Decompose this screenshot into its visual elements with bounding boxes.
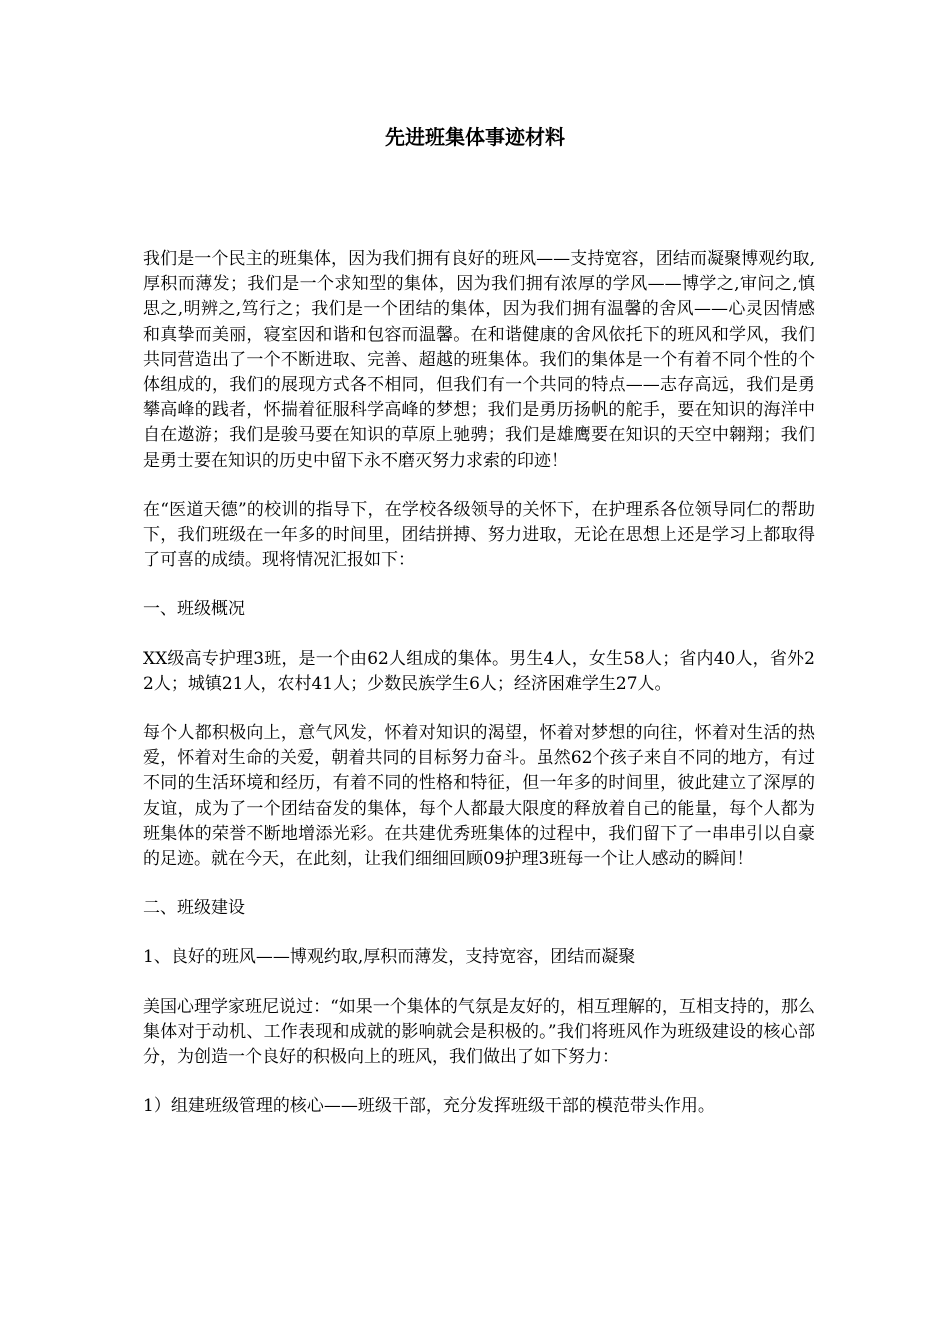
paragraph-guidance: 在“医道天德”的校训的指导下，在学校各级领导的关怀下，在护理系各位领导同仁的帮助下，我们班级在一年多的时间里，团结拼搏、努力进取，无论在思想上还是学习上都取得了可喜的成绩。现将情况汇报如下： <box>143 499 815 571</box>
section-heading-overview: 一、班级概况 <box>143 599 245 620</box>
subheading-class-style: 1、良好的班风——博观约取,厚积而薄发，支持宽容，团结而凝聚 <box>143 947 636 968</box>
section-heading-construction: 二、班级建设 <box>143 898 245 919</box>
document-body <box>143 247 815 1143</box>
paragraph-class-spirit: 每个人都积极向上，意气风发，怀着对知识的渴望，怀着对梦想的向往，怀着对生活的热爱，怀着对生命的关爱，朝着共同的目标努力奋斗。虽然62个孩子来自不同的地方，有过不同的生活环境和经历，有着不同的性格和特征，但一年多的时间里，彼此建立了深厚的友谊，成为了一个团结奋发的集体，每个人都最大限度的释放着自己的能量，每个人都为班集体的荣誉不断地增添光彩。在共建优秀班集体的过程中，我们留下了一串串引以自豪的足迹。就在今天，在此刻，让我们细细回顾09护理3班每一个让人感动的瞬间！ <box>143 723 815 870</box>
list-item-class-cadres: 1）组建班级管理的核心——班级干部，充分发挥班级干部的模范带头作用。 <box>143 1096 715 1117</box>
document-title: 先进班集体事迹材料 <box>385 125 565 149</box>
paragraph-psychologist-quote: 美国心理学家班尼说过：“如果一个集体的气氛是友好的，相互理解的，互相支持的，那么集体对于动机、工作表现和成就的影响就会是积极的。”我们将班风作为班级建设的核心部分，为创造一个良好的积极向上的班风，我们做出了如下努力： <box>143 996 815 1068</box>
paragraph-intro: 我们是一个民主的班集体，因为我们拥有良好的班风——支持宽容，团结而凝聚博观约取,厚积而薄发；我们是一个求知型的集体，因为我们拥有浓厚的学风——博学之,审问之,慎思之,明辨之,笃行之；我们是一个团结的集体，因为我们拥有温馨的舍风——心灵因情感和真挚而美丽，寝室因和谐和包容而温馨。在和谐健康的舍风依托下的班风和学风，我们共同营造出了一个不断进取、完善、超越的班集体。我们的集体是一个有着不同个性的个体组成的，我们的展现方式各不相同，但我们有一个共同的特点——志存高远，我们是勇攀高峰的践者，怀揣着征服科学高峰的梦想；我们是勇历扬帆的舵手，要在知识的海洋中自在遨游；我们是骏马要在知识的草原上驰骋；我们是雄鹰要在知识的天空中翱翔；我们是勇士要在知识的历史中留下永不磨灭努力求索的印迹！ <box>143 249 815 471</box>
paragraph-class-stats: XX级高专护理3班，是一个由62人组成的集体。男生4人，女生58人；省内40人，省外22人；城镇21人，农村41人；少数民族学生6人；经济困难学生27人。 <box>143 648 815 694</box>
